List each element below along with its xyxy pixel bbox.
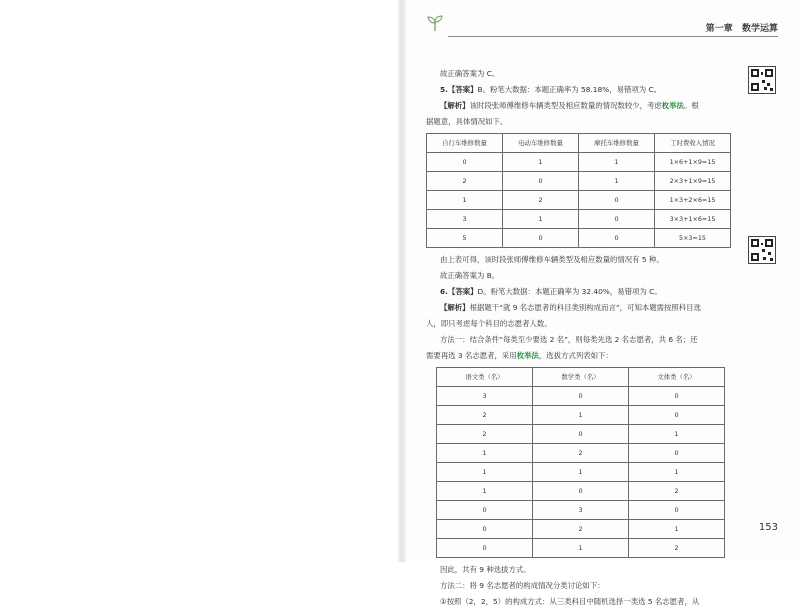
left-page-blank (0, 0, 400, 562)
table-cell: 2 (533, 520, 629, 539)
table-cell: 0 (579, 210, 655, 229)
table-cell: 0 (437, 520, 533, 539)
book-gutter (398, 0, 406, 562)
table-cell: 2 (629, 539, 725, 558)
header-rule (448, 36, 778, 37)
table-cell: 2 (503, 191, 579, 210)
table-header-cell: 工时费收入情况 (655, 134, 731, 153)
right-page (406, 0, 800, 606)
table-header-cell: 文体类（名） (629, 368, 725, 387)
table-cell: 2×3+1×9=15 (655, 172, 731, 191)
table-row (437, 463, 725, 482)
table-cell: 1 (427, 191, 503, 210)
table-cell: 1 (533, 539, 629, 558)
sprout-icon (426, 14, 444, 32)
table-cell: 0 (503, 229, 579, 248)
body-line: 据题意，具体情况如下。 (426, 117, 508, 126)
table-header-cell: 语文类（名） (437, 368, 533, 387)
qr-code-icon[interactable] (748, 66, 776, 94)
table-cell: 2 (437, 406, 533, 425)
table-row (437, 520, 725, 539)
body-line: ①按照（2，2，5）的构成方式：从三类科目中随机选择一类选 5 名志愿者，从 (440, 597, 700, 606)
table-header-row (437, 368, 725, 387)
table-header-cell: 自行车维修数量 (427, 134, 503, 153)
table-cell: 2 (427, 172, 503, 191)
page-header (426, 14, 778, 38)
answer-text: B。粉笔大数据：本题正确率为 58.18%，易错项为 C。 (477, 85, 662, 94)
answer-line (426, 284, 726, 300)
table-cell: 0 (629, 406, 725, 425)
answer-text: D。粉笔大数据：本题正确率为 32.40%，易错项为 C。 (477, 287, 662, 296)
table-row (427, 172, 731, 191)
table-cell: 2 (437, 425, 533, 444)
body-line (426, 348, 726, 364)
table-cell: 2 (629, 482, 725, 501)
table-header-cell: 电动车维修数量 (503, 134, 579, 153)
table-row (437, 444, 725, 463)
table-cell: 1 (579, 172, 655, 191)
table-row (437, 406, 725, 425)
body-text: 需要再选 3 名志愿者，采用 (426, 351, 517, 360)
answer-line (426, 82, 726, 98)
table-cell: 5 (427, 229, 503, 248)
body-line: 由上表可得，该时段张师傅维修车辆类型及相应数量的情况有 5 种。 (440, 255, 664, 264)
page-body (426, 66, 726, 610)
chapter-label: 第一章 (705, 24, 733, 34)
table-cell: 0 (533, 482, 629, 501)
body-line: 故正确答案为 C。 (440, 69, 500, 78)
table-cell: 1 (533, 406, 629, 425)
table-row (427, 191, 731, 210)
table-row (437, 501, 725, 520)
page-number: 153 (758, 522, 778, 533)
table-cell: 5×3=15 (655, 229, 731, 248)
answer-tag: 6.【答案】 (440, 287, 478, 296)
table-cell: 0 (503, 172, 579, 191)
table-cell: 0 (427, 153, 503, 172)
table-row (437, 482, 725, 501)
qr-code-icon[interactable] (748, 236, 776, 264)
body-line: 方法二：将 9 名志愿者的构成情况分类讨论如下： (440, 581, 605, 590)
table-cell: 1 (503, 210, 579, 229)
volunteer-table (436, 367, 725, 558)
table-row (437, 425, 725, 444)
table-header-cell: 数学类（名） (533, 368, 629, 387)
table-cell: 0 (437, 501, 533, 520)
table-cell: 1 (533, 463, 629, 482)
table-cell: 1 (503, 153, 579, 172)
body-line: 故正确答案为 B。 (440, 271, 500, 280)
body-line: 方法一：结合条件“每类至少要选 2 名”，则每类先选 2 名志愿者，共 6 名；还 (440, 335, 698, 344)
analysis-tag: 【解析】 (440, 303, 470, 312)
analysis-text: 。根 (683, 101, 699, 110)
analysis-text: 根据题干“就 9 名志愿者的科目类别构成而言”，可知本题需按照科目选 (469, 303, 701, 312)
answer-tag: 5.【答案】 (440, 85, 478, 94)
table-cell: 1 (629, 463, 725, 482)
analysis-line (426, 98, 726, 114)
table-cell: 0 (533, 387, 629, 406)
table-header-cell: 摩托车维修数量 (579, 134, 655, 153)
table-cell: 0 (579, 191, 655, 210)
table-cell: 1 (437, 482, 533, 501)
table-cell: 3 (533, 501, 629, 520)
table-row (427, 153, 731, 172)
section-title: 数学运算 (741, 24, 778, 34)
table-cell: 1 (437, 444, 533, 463)
table-cell: 1×3+2×6=15 (655, 191, 731, 210)
table-cell: 3 (437, 387, 533, 406)
table-cell: 1 (437, 463, 533, 482)
body-line: 因此，共有 9 种选拔方式。 (440, 565, 531, 574)
table-cell: 3×3+1×6=15 (655, 210, 731, 229)
table-cell: 0 (579, 229, 655, 248)
body-text: ，选拔方式列表如下： (538, 351, 613, 360)
table-cell: 0 (629, 387, 725, 406)
table-cell: 1 (629, 425, 725, 444)
table-cell: 0 (437, 539, 533, 558)
table-row (437, 387, 725, 406)
method-highlight: 枚举法 (516, 351, 539, 360)
table-cell: 0 (629, 501, 725, 520)
table-cell: 1 (579, 153, 655, 172)
table-cell: 0 (533, 425, 629, 444)
chapter-heading (706, 21, 778, 34)
repair-table (426, 133, 731, 248)
method-highlight: 枚举法 (661, 101, 684, 110)
table-cell: 1 (629, 520, 725, 539)
table-row (437, 539, 725, 558)
table-cell: 3 (427, 210, 503, 229)
table-row (427, 229, 731, 248)
body-line: 人，即只考虑每个科目的志愿者人数。 (426, 319, 552, 328)
analysis-line (426, 300, 726, 316)
table-header-row (427, 134, 731, 153)
table-cell: 0 (629, 444, 725, 463)
analysis-text: 该时段张师傅维修车辆类型及相应数量的情况数较少，考虑 (469, 101, 662, 110)
table-row (427, 210, 731, 229)
table-cell: 2 (533, 444, 629, 463)
analysis-tag: 【解析】 (440, 101, 470, 110)
table-cell: 1×6+1×9=15 (655, 153, 731, 172)
